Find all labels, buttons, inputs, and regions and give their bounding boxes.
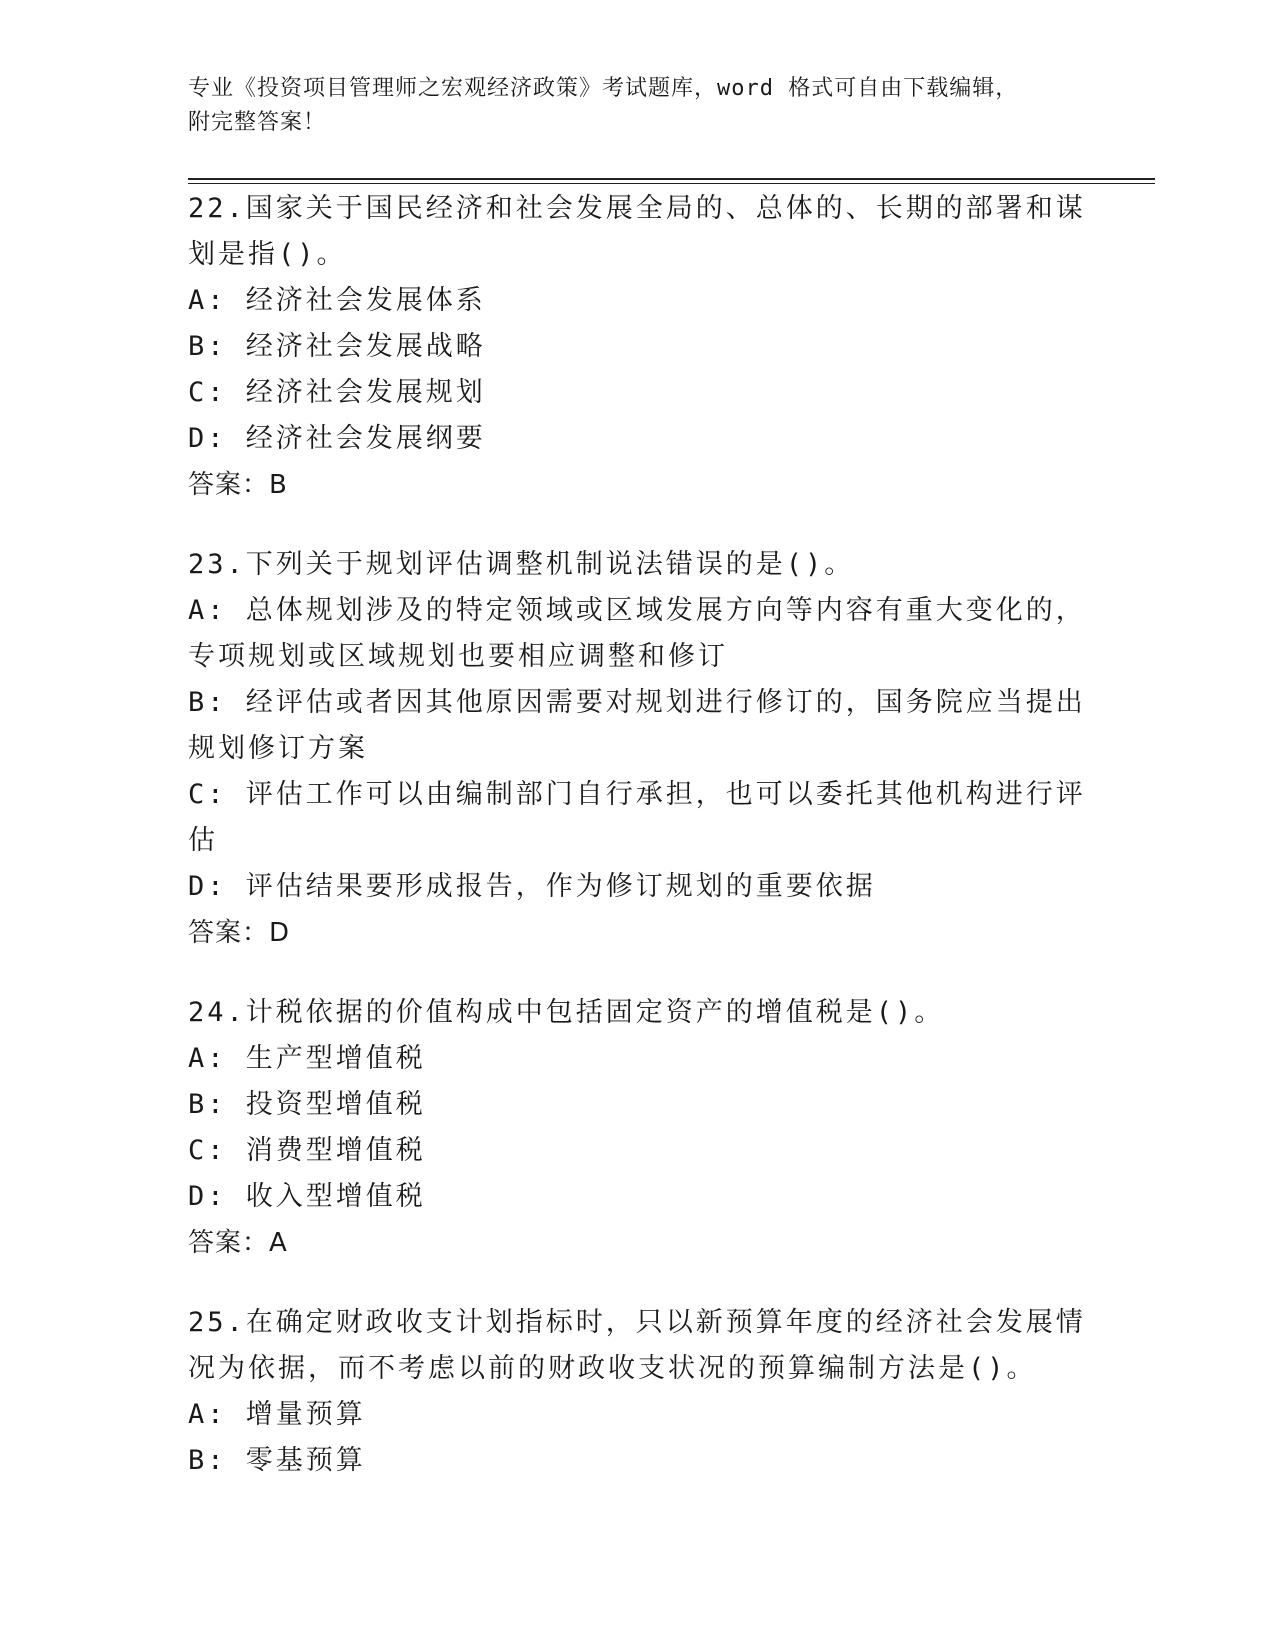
option-b: B: 零基预算	[188, 1445, 366, 1476]
header-line-2: 附完整答案！	[188, 110, 327, 135]
document-header	[188, 72, 1088, 140]
header-divider-thin	[188, 183, 1155, 184]
option-a: A: 经济社会发展体系	[188, 285, 486, 316]
option-c: C: 经济社会发展规划	[188, 377, 486, 408]
option-c: C: 评估工作可以由编制部门自行承担，也可以委托其他机构进行评估	[188, 779, 1086, 856]
option-a: A: 总体规划涉及的特定领域或区域发展方向等内容有重大变化的，专项规划或区域规划也要相应调整和修订	[188, 595, 1086, 672]
answer-label: 答案：B	[188, 470, 288, 500]
answer-label: 答案：D	[188, 918, 291, 948]
question-stem: 25.在确定财政收支计划指标时，只以新预算年度的经济社会发展情况为依据，而不考虑以前的财政收支状况的预算编制方法是()。	[188, 1307, 1086, 1384]
option-b: B: 经评估或者因其他原因需要对规划进行修订的，国务院应当提出规划修订方案	[188, 687, 1086, 764]
question-list	[188, 186, 1088, 1518]
option-d: D: 经济社会发展纲要	[188, 423, 486, 454]
question-25	[188, 1300, 1088, 1484]
option-d: D: 评估结果要形成报告，作为修订规划的重要依据	[188, 871, 876, 902]
question-stem: 22.国家关于国民经济和社会发展全局的、总体的、长期的部署和谋划是指()。	[188, 193, 1086, 270]
option-a: A: 增量预算	[188, 1399, 366, 1430]
option-d: D: 收入型增值税	[188, 1181, 426, 1212]
option-c: C: 消费型增值税	[188, 1135, 426, 1166]
question-22	[188, 186, 1088, 508]
question-24	[188, 990, 1088, 1266]
option-b: B: 投资型增值税	[188, 1089, 426, 1120]
question-stem: 23.下列关于规划评估调整机制说法错误的是()。	[188, 549, 855, 580]
header-divider-thick	[188, 178, 1155, 180]
answer-label: 答案：A	[188, 1228, 288, 1258]
option-a: A: 生产型增值税	[188, 1043, 426, 1074]
option-b: B: 经济社会发展战略	[188, 331, 486, 362]
question-stem: 24.计税依据的价值构成中包括固定资产的增值税是()。	[188, 997, 945, 1028]
header-line-1: 专业《投资项目管理师之宏观经济政策》考试题库，word 格式可自由下载编辑，	[188, 76, 1019, 101]
question-23	[188, 542, 1088, 956]
